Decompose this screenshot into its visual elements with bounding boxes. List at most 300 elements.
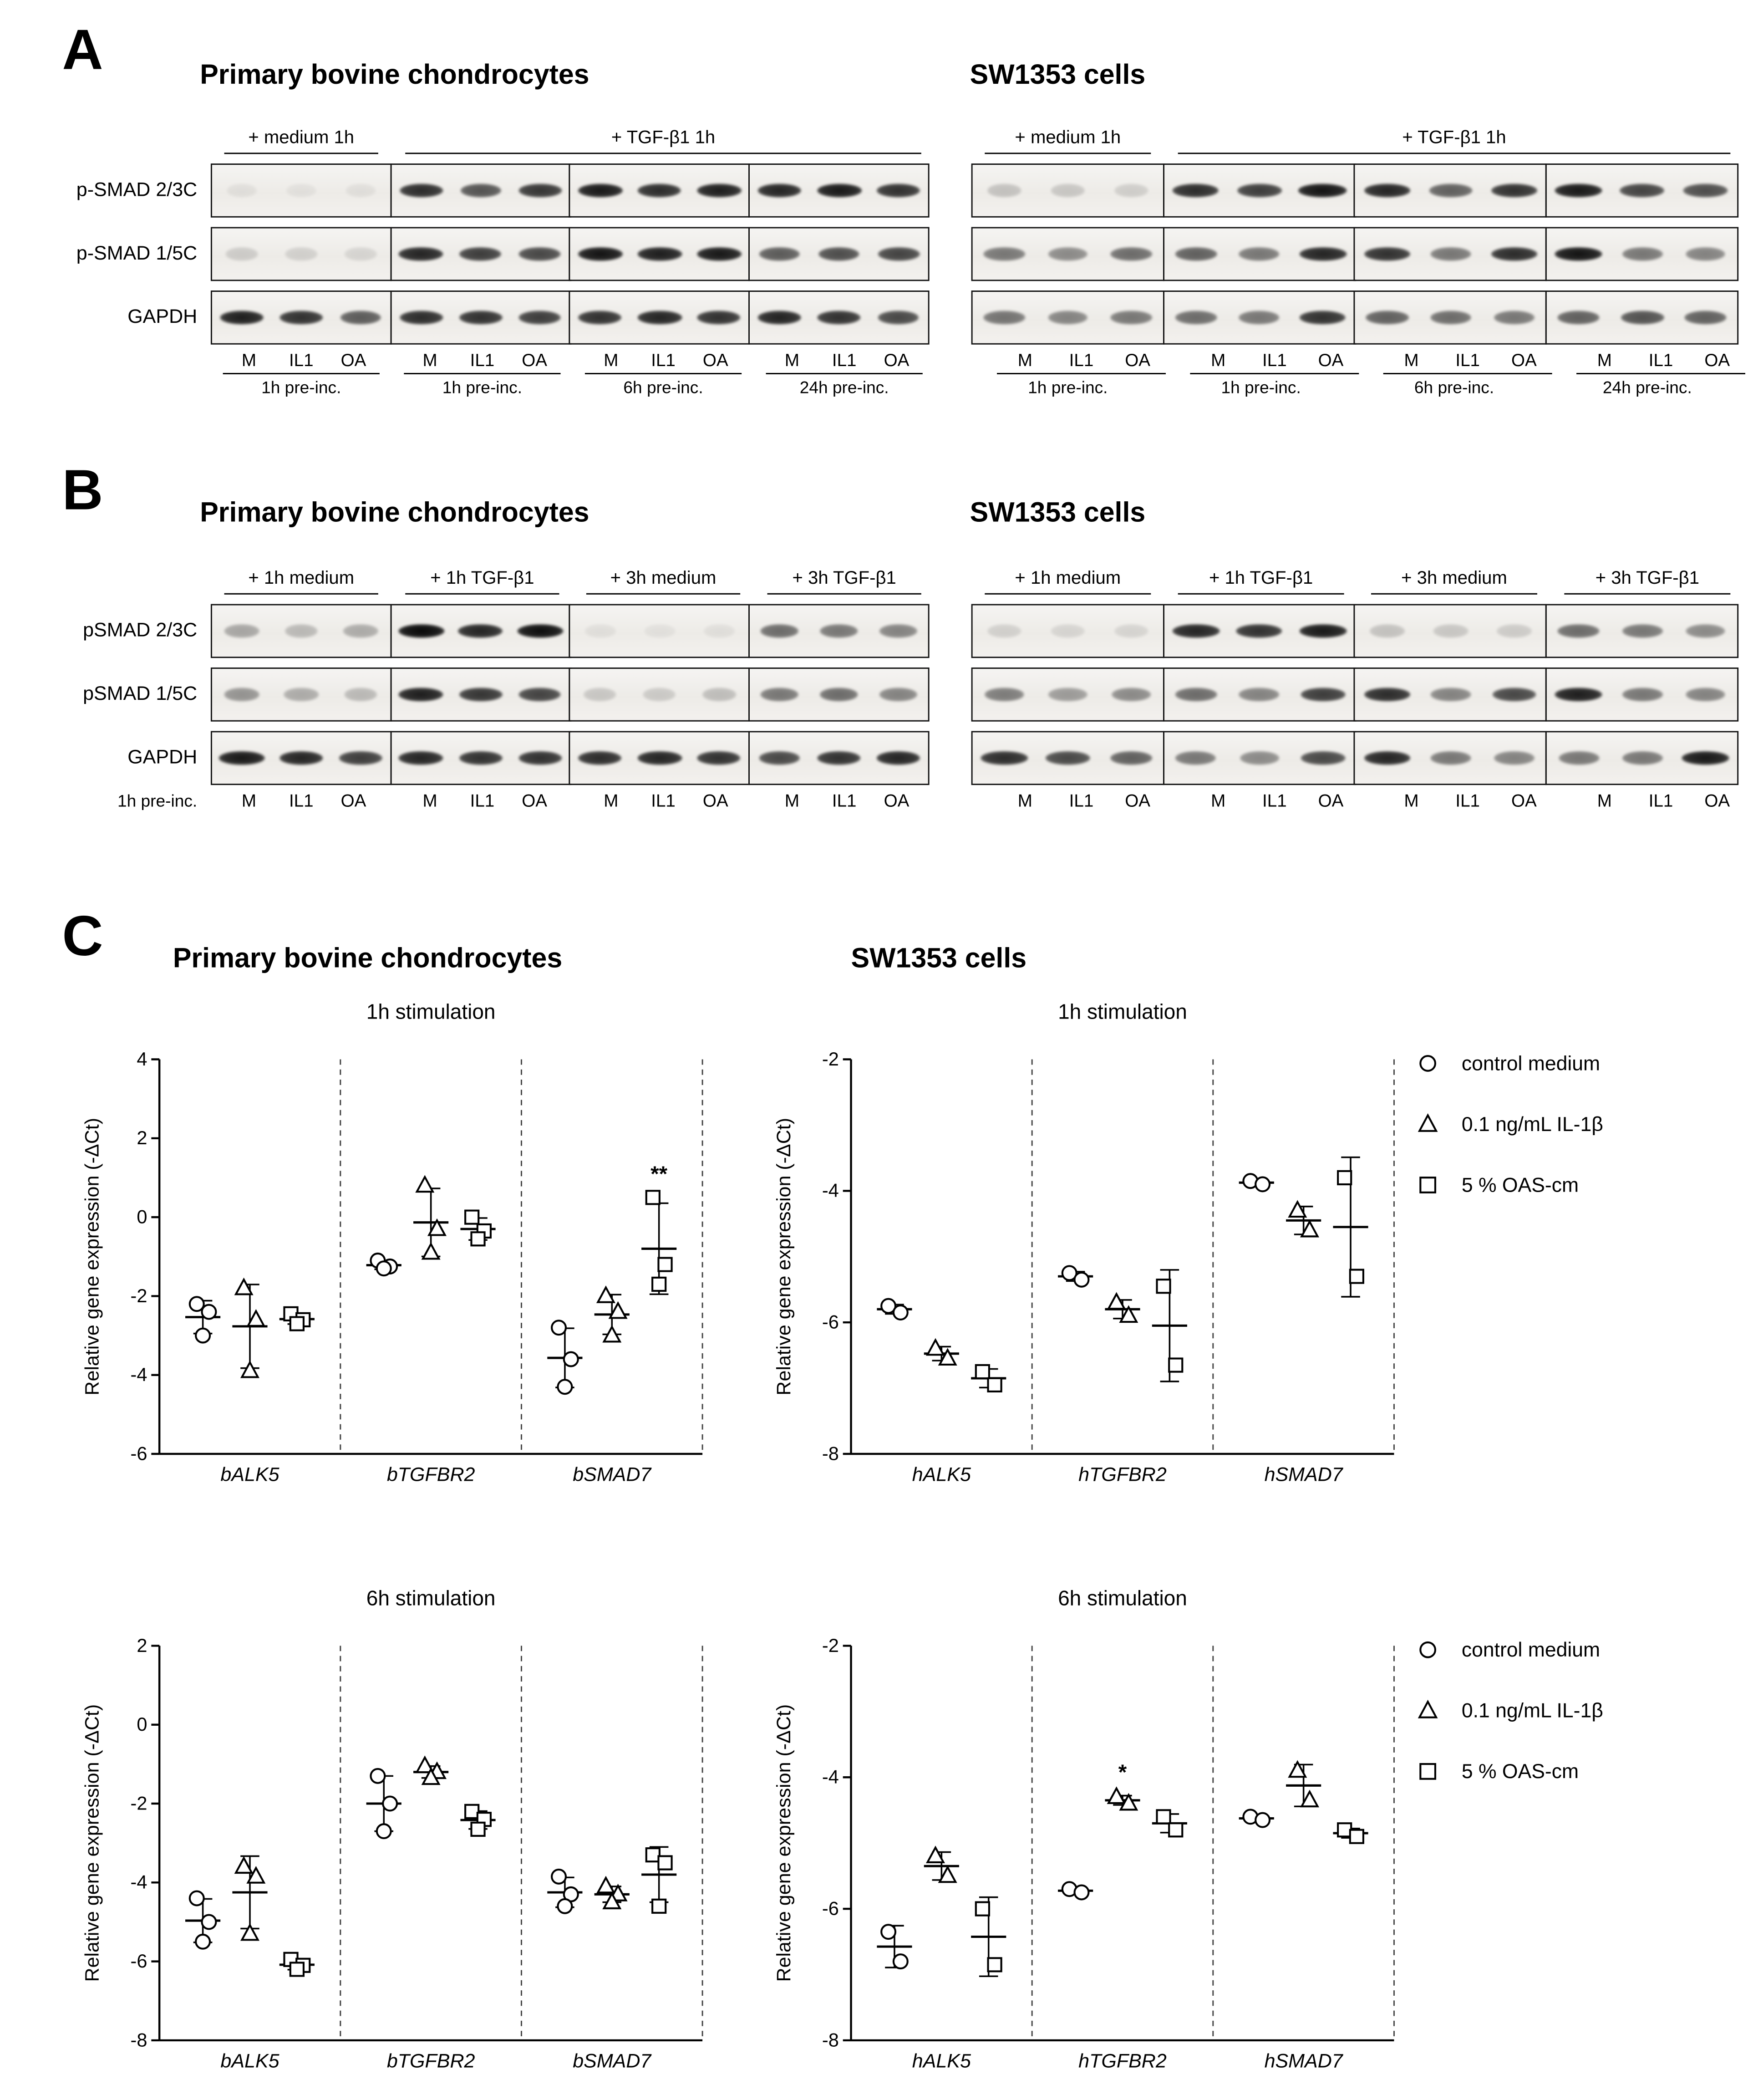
blot-group bbox=[1163, 291, 1356, 345]
blot-band bbox=[1236, 624, 1282, 638]
blot-group bbox=[390, 291, 571, 345]
blot-group bbox=[1163, 604, 1356, 658]
legend-label-oas-cm: 5 % OAS-cm bbox=[1461, 1173, 1579, 1197]
condition-label: + 1h TGF-β1 bbox=[1178, 567, 1344, 594]
blot-band bbox=[817, 184, 861, 198]
blot-row-label: pSMAD 2/3C bbox=[83, 620, 198, 642]
blot-lane bbox=[750, 292, 809, 343]
blot-band bbox=[399, 751, 443, 765]
blot-band bbox=[984, 688, 1024, 701]
blot-band bbox=[459, 311, 502, 325]
data-point-square bbox=[658, 1258, 671, 1271]
blot-lane bbox=[1228, 165, 1291, 216]
blot-band bbox=[1364, 247, 1410, 261]
blot-lane bbox=[510, 605, 570, 657]
data-point-circle bbox=[558, 1899, 572, 1913]
blot-band bbox=[760, 247, 800, 261]
legend-item-control-medium bbox=[1416, 1638, 1603, 1662]
condition-label: + medium 1h bbox=[224, 127, 378, 154]
data-point-triangle bbox=[598, 1878, 614, 1892]
blot-band bbox=[1111, 311, 1152, 325]
blot-band bbox=[1301, 751, 1345, 765]
blot-lane bbox=[690, 732, 749, 784]
blot-lane bbox=[391, 669, 451, 720]
blot-group bbox=[1354, 668, 1547, 722]
blot-band bbox=[286, 184, 316, 198]
blot-band bbox=[344, 688, 377, 701]
blot-band bbox=[757, 184, 801, 198]
legend-item-il1b bbox=[1416, 1112, 1603, 1136]
category-label: hSMAD7 bbox=[1264, 2050, 1343, 2072]
lane-label: IL1 bbox=[1455, 790, 1480, 811]
y-tick-label: -2 bbox=[130, 1284, 147, 1306]
pre-incubation-left-label bbox=[971, 372, 985, 374]
blot-lane bbox=[1674, 669, 1737, 720]
data-point-circle bbox=[564, 1352, 578, 1366]
legend-1h bbox=[1416, 1051, 1603, 1197]
blot-lane bbox=[451, 669, 510, 720]
data-point-circle bbox=[894, 1954, 908, 1968]
lane-label: M bbox=[784, 350, 800, 371]
lane-label: IL1 bbox=[289, 790, 314, 811]
blot-lane bbox=[1611, 669, 1674, 720]
blot-strip bbox=[211, 668, 930, 722]
data-point-square bbox=[646, 1191, 660, 1204]
western-blot-a-sw1353 bbox=[971, 127, 1744, 398]
blot-lane bbox=[690, 669, 749, 720]
blot-band bbox=[1300, 688, 1345, 701]
lane-group bbox=[1371, 350, 1564, 374]
lane-group bbox=[754, 350, 935, 374]
condition-cell bbox=[1357, 567, 1550, 594]
chart-title: 6h stimulation bbox=[366, 1586, 496, 1610]
blot-group bbox=[1354, 604, 1547, 658]
blot-lane bbox=[1419, 165, 1482, 216]
blot-lane bbox=[1291, 732, 1354, 784]
lane-label: OA bbox=[1318, 790, 1344, 811]
lane-label: OA bbox=[1318, 350, 1344, 371]
scatter-group bbox=[971, 1897, 1006, 1977]
blot-band bbox=[1110, 751, 1153, 765]
data-point-square bbox=[290, 1962, 304, 1976]
blot-band bbox=[459, 247, 502, 261]
blot-lane bbox=[271, 165, 331, 216]
y-tick-label: -4 bbox=[822, 1179, 839, 1201]
lane-label: IL1 bbox=[1069, 350, 1094, 371]
lane-labels bbox=[1383, 790, 1552, 813]
blot-lane bbox=[1674, 165, 1737, 216]
chart-title: 6h stimulation bbox=[1058, 1586, 1187, 1610]
blot-lane bbox=[1164, 165, 1227, 216]
lane-label: IL1 bbox=[832, 790, 857, 811]
blot-group bbox=[748, 731, 930, 785]
blot-group bbox=[569, 604, 751, 658]
blot-band bbox=[1048, 247, 1087, 261]
blot-band bbox=[984, 247, 1025, 261]
blot-lane bbox=[690, 165, 749, 216]
data-point-triangle bbox=[417, 1177, 433, 1192]
blot-lane bbox=[271, 292, 331, 343]
lane-label: OA bbox=[1125, 790, 1151, 811]
pre-incubation-left-label bbox=[971, 811, 985, 814]
legend-label-control-medium: control medium bbox=[1461, 1638, 1601, 1662]
blot-band bbox=[1048, 311, 1087, 325]
blot-row bbox=[971, 163, 1744, 218]
data-point-square bbox=[1157, 1810, 1170, 1823]
blot-lane bbox=[1356, 292, 1419, 343]
data-point-circle bbox=[1255, 1813, 1270, 1827]
data-point-square bbox=[471, 1232, 484, 1245]
scatter-group bbox=[366, 1254, 401, 1275]
blot-group bbox=[390, 227, 571, 281]
blot-group bbox=[971, 291, 1164, 345]
blot-band bbox=[399, 311, 442, 325]
data-point-square bbox=[465, 1211, 478, 1224]
blot-lane bbox=[1483, 165, 1546, 216]
panel-a-right-title: SW1353 cells bbox=[970, 59, 1146, 91]
blot-lane bbox=[570, 165, 630, 216]
scatter-group bbox=[460, 1211, 495, 1246]
y-tick-label: -6 bbox=[822, 1311, 839, 1333]
blot-lane bbox=[570, 292, 630, 343]
lane-label: M bbox=[241, 350, 257, 371]
chart-sw1353-6h-stimulation bbox=[772, 1578, 1418, 2100]
blot-band bbox=[1051, 624, 1085, 638]
blot-lane bbox=[1483, 669, 1546, 720]
data-point-circle bbox=[552, 1320, 566, 1335]
blot-strip bbox=[211, 731, 930, 785]
blot-group bbox=[1354, 291, 1547, 345]
y-tick-label: 0 bbox=[137, 1206, 147, 1228]
blot-conditions bbox=[971, 567, 1744, 594]
blot-lane bbox=[212, 292, 272, 343]
condition-label: + medium 1h bbox=[985, 127, 1151, 154]
blot-lane bbox=[1291, 165, 1354, 216]
blot-group bbox=[211, 604, 392, 658]
category-label: hTGFBR2 bbox=[1078, 2050, 1167, 2072]
blot-lane bbox=[630, 605, 690, 657]
scatter-group bbox=[1152, 1810, 1187, 1836]
blot-band bbox=[1370, 624, 1405, 638]
scatter-group bbox=[279, 1307, 315, 1330]
scatter-group bbox=[1058, 1882, 1093, 1899]
blot-lane bbox=[391, 292, 451, 343]
y-axis-label: Relative gene expression (-ΔCt) bbox=[772, 1117, 795, 1396]
blot-band bbox=[638, 247, 682, 261]
data-point-circle bbox=[558, 1380, 572, 1394]
blot-lane bbox=[750, 165, 809, 216]
blot-band bbox=[981, 751, 1027, 765]
blot-band bbox=[459, 751, 502, 765]
data-point-square bbox=[1157, 1279, 1170, 1293]
blot-lane bbox=[809, 292, 869, 343]
y-tick-label: -4 bbox=[130, 1871, 147, 1893]
blot-lane bbox=[271, 229, 331, 280]
lane-group bbox=[754, 790, 935, 813]
blot-lane bbox=[973, 605, 1036, 657]
scatter-group bbox=[595, 1287, 630, 1341]
lane-group bbox=[1371, 790, 1564, 813]
blot-lane bbox=[391, 605, 451, 657]
significance-annotation: ** bbox=[650, 1162, 668, 1187]
blot-band bbox=[819, 688, 858, 701]
blot-band bbox=[1430, 311, 1471, 325]
blot-lane bbox=[331, 165, 391, 216]
preincubation-label: 1h pre-inc. bbox=[1028, 378, 1108, 398]
blot-group bbox=[390, 604, 571, 658]
blot-band bbox=[279, 751, 323, 765]
blot-band bbox=[1175, 751, 1216, 765]
condition-cell bbox=[211, 127, 392, 154]
blot-band bbox=[1686, 624, 1725, 638]
blot-band bbox=[459, 688, 502, 701]
blot-lane bbox=[973, 669, 1036, 720]
circle-marker-icon bbox=[1416, 1051, 1440, 1075]
scatter-group bbox=[232, 1856, 267, 1940]
blot-band bbox=[1173, 184, 1219, 198]
scatter-group bbox=[877, 1299, 912, 1320]
scatter-group bbox=[185, 1891, 220, 1949]
y-tick-label: 2 bbox=[137, 1634, 147, 1656]
blot-lane bbox=[869, 165, 928, 216]
blot-lane bbox=[1291, 669, 1354, 720]
blot-lane bbox=[1356, 605, 1419, 657]
condition-cell bbox=[573, 567, 754, 594]
blot-lane bbox=[1674, 229, 1737, 280]
blot-band bbox=[644, 688, 676, 701]
blot-band bbox=[1175, 311, 1216, 325]
lane-labels bbox=[766, 350, 923, 374]
blot-band bbox=[880, 624, 917, 638]
data-point-square bbox=[652, 1278, 666, 1291]
condition-cell bbox=[971, 567, 1164, 594]
y-tick-label: -2 bbox=[130, 1792, 147, 1814]
data-point-circle bbox=[202, 1915, 216, 1929]
significance-annotation: * bbox=[1118, 1760, 1127, 1784]
condition-cell bbox=[211, 567, 392, 594]
lane-label: M bbox=[604, 790, 619, 811]
blot-band bbox=[1686, 247, 1725, 261]
blot-band bbox=[340, 751, 382, 765]
blot-band bbox=[638, 751, 681, 765]
blot-lane bbox=[570, 229, 630, 280]
lane-label: IL1 bbox=[470, 790, 495, 811]
condition-label: + 1h TGF-β1 bbox=[405, 567, 559, 594]
legend-label-oas-cm: 5 % OAS-cm bbox=[1461, 1760, 1579, 1783]
lane-label: M bbox=[241, 790, 257, 811]
blot-band bbox=[519, 247, 561, 261]
blot-band bbox=[1431, 688, 1470, 701]
blot-band bbox=[1300, 311, 1346, 325]
lane-group bbox=[392, 790, 573, 813]
blot-lane bbox=[1036, 605, 1099, 657]
blot-lane bbox=[1356, 165, 1419, 216]
y-tick-label: -2 bbox=[822, 1634, 839, 1656]
panel-c-letter: C bbox=[62, 904, 103, 968]
blot-band bbox=[877, 751, 920, 765]
blot-row bbox=[41, 291, 935, 345]
blot-band bbox=[1555, 247, 1603, 261]
y-tick-label: -2 bbox=[822, 1048, 839, 1070]
scatter-group bbox=[1105, 1789, 1140, 1810]
data-point-square bbox=[976, 1902, 989, 1916]
data-point-circle bbox=[1075, 1273, 1089, 1287]
scatter-group bbox=[1105, 1294, 1140, 1322]
chart-sw1353-1h-stimulation bbox=[772, 992, 1418, 1513]
blot-lane bbox=[1164, 292, 1227, 343]
blot-band bbox=[878, 311, 919, 325]
data-point-square bbox=[471, 1823, 484, 1836]
condition-label: + 3h medium bbox=[586, 567, 740, 594]
data-point-square bbox=[976, 1365, 989, 1378]
lane-group bbox=[573, 790, 754, 813]
category-label: hALK5 bbox=[912, 1463, 971, 1486]
data-point-circle bbox=[1255, 1177, 1270, 1191]
blot-band bbox=[1682, 751, 1729, 765]
scatter-group bbox=[232, 1279, 267, 1377]
lane-label: M bbox=[1404, 350, 1419, 371]
blot-band bbox=[346, 184, 376, 198]
blot-lane bbox=[1547, 605, 1610, 657]
condition-cell bbox=[392, 567, 573, 594]
scatter-group bbox=[547, 1320, 582, 1394]
lane-label: IL1 bbox=[1455, 350, 1480, 371]
scatter-group bbox=[641, 1847, 676, 1913]
blot-band bbox=[1430, 247, 1471, 261]
blot-lane bbox=[809, 732, 869, 784]
blot-lane bbox=[973, 292, 1036, 343]
blot-lane bbox=[869, 605, 928, 657]
blot-lane bbox=[1036, 229, 1099, 280]
blot-lane bbox=[1611, 229, 1674, 280]
blot-band bbox=[1429, 184, 1472, 198]
preincubation-label: 1h pre-inc. bbox=[1221, 378, 1301, 398]
blot-lane bbox=[391, 732, 451, 784]
condition-cell bbox=[971, 127, 1164, 154]
blot-lane bbox=[1164, 605, 1227, 657]
lane-label: M bbox=[1597, 790, 1612, 811]
lane-group bbox=[1178, 790, 1371, 813]
data-point-circle bbox=[881, 1925, 895, 1939]
lane-labels-row bbox=[41, 350, 935, 374]
blot-band bbox=[578, 247, 623, 261]
y-tick-label: -8 bbox=[822, 1442, 839, 1464]
blot-lane bbox=[331, 732, 391, 784]
blot-group bbox=[1545, 668, 1738, 722]
blot-band bbox=[1114, 624, 1148, 638]
blot-band bbox=[280, 311, 323, 325]
scatter-group bbox=[924, 1340, 959, 1365]
blot-row-label: pSMAD 1/5C bbox=[83, 683, 198, 706]
blot-group bbox=[971, 227, 1164, 281]
blot-row bbox=[971, 604, 1744, 658]
blot-lane bbox=[1483, 229, 1546, 280]
scatter-group bbox=[366, 1769, 401, 1838]
blot-lane bbox=[869, 292, 928, 343]
blot-band bbox=[1430, 751, 1471, 765]
blot-strip bbox=[971, 604, 1739, 658]
lane-labels bbox=[404, 790, 560, 813]
blot-band bbox=[1494, 751, 1534, 765]
pre-incubation-left-label bbox=[41, 372, 211, 374]
condition-cell bbox=[1164, 127, 1744, 154]
blot-lane bbox=[212, 165, 272, 216]
triangle-marker-icon bbox=[1416, 1698, 1440, 1723]
blot-lane bbox=[212, 669, 272, 720]
category-label: bALK5 bbox=[220, 1463, 279, 1486]
blot-lane bbox=[271, 669, 331, 720]
chart-bovine-6h-stimulation bbox=[81, 1578, 727, 2100]
blot-band bbox=[579, 311, 622, 325]
lane-label: IL1 bbox=[1069, 790, 1094, 811]
scatter-group bbox=[185, 1297, 220, 1342]
blot-lane bbox=[1036, 669, 1099, 720]
blot-lane bbox=[570, 669, 630, 720]
data-point-circle bbox=[552, 1870, 566, 1884]
blot-band bbox=[1555, 688, 1602, 701]
blot-band bbox=[226, 247, 258, 261]
blot-band bbox=[1111, 247, 1152, 261]
blot-group bbox=[971, 668, 1164, 722]
blot-lane bbox=[1100, 732, 1163, 784]
blot-band bbox=[880, 688, 917, 701]
blot-band bbox=[1174, 247, 1217, 261]
blot-lane bbox=[331, 605, 391, 657]
blot-lane bbox=[1547, 165, 1610, 216]
blot-band bbox=[1114, 184, 1148, 198]
blot-lane bbox=[1547, 229, 1610, 280]
blot-lane bbox=[1291, 229, 1354, 280]
blot-row bbox=[41, 668, 935, 722]
blot-band bbox=[344, 624, 378, 638]
blot-band bbox=[1622, 751, 1662, 765]
blot-lane bbox=[1228, 292, 1291, 343]
blot-group bbox=[1545, 227, 1738, 281]
blot-band bbox=[1621, 311, 1664, 325]
scatter-group bbox=[279, 1953, 315, 1976]
blot-lane bbox=[690, 605, 749, 657]
y-tick-label: -8 bbox=[130, 2029, 147, 2051]
blot-band bbox=[698, 751, 741, 765]
blot-row bbox=[41, 163, 935, 218]
blot-lane bbox=[1036, 165, 1099, 216]
data-point-square bbox=[988, 1958, 1001, 1971]
blot-band bbox=[1240, 751, 1279, 765]
lane-label: M bbox=[1211, 790, 1226, 811]
blot-lane bbox=[809, 165, 869, 216]
western-blot-b-sw1353 bbox=[971, 567, 1744, 813]
lane-label: OA bbox=[1511, 790, 1537, 811]
data-point-square bbox=[988, 1378, 1001, 1392]
blot-strip bbox=[211, 227, 930, 281]
lane-labels bbox=[766, 790, 923, 813]
blot-lane bbox=[510, 732, 570, 784]
scatter-group bbox=[1239, 1174, 1274, 1191]
blot-lane bbox=[1611, 732, 1674, 784]
blot-group bbox=[1163, 668, 1356, 722]
blot-band bbox=[284, 688, 318, 701]
blot-band bbox=[1051, 184, 1085, 198]
blot-group bbox=[748, 291, 930, 345]
data-point-square bbox=[290, 1317, 304, 1330]
lane-labels bbox=[585, 790, 742, 813]
lane-group bbox=[573, 350, 754, 374]
blot-group bbox=[569, 668, 751, 722]
blot-lane bbox=[1356, 669, 1419, 720]
lane-label: OA bbox=[702, 790, 728, 811]
lane-label: M bbox=[422, 350, 437, 371]
data-point-circle bbox=[371, 1769, 385, 1783]
